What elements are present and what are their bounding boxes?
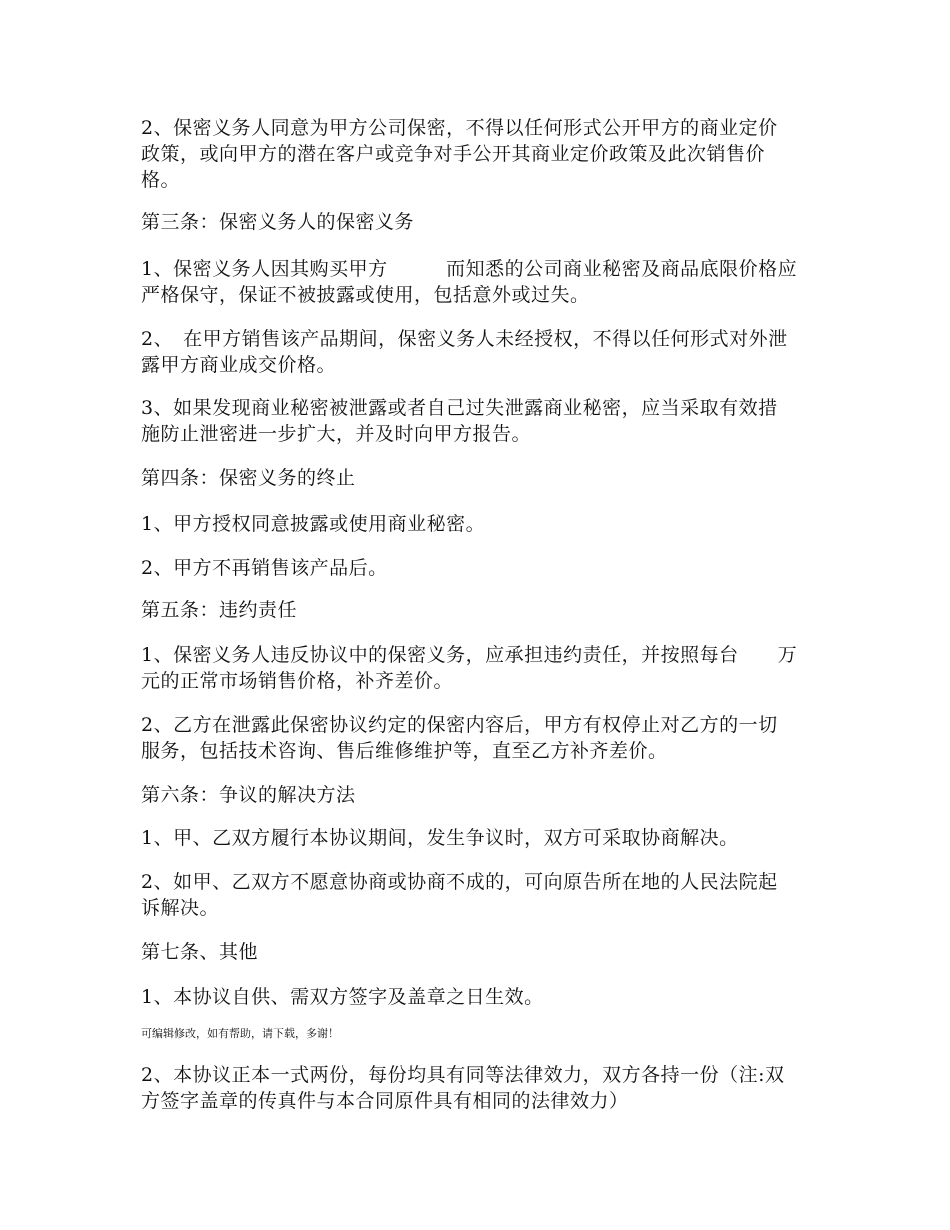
body-text-line: 严格保守，保证不被披露或使用，包括意外或过失。: [141, 284, 590, 306]
section-heading: 第四条：保密义务的终止: [141, 467, 356, 489]
body-text-line: 服务，包括技术咨询、售后维修维护等，直至乙方补齐差价。: [141, 740, 668, 762]
body-text-line: 格。: [141, 169, 181, 191]
body-text-line: 2、 在甲方销售该产品期间，保密义务人未经授权，不得以任何形式对外泄: [141, 328, 788, 350]
body-text-line: 施防止泄密进一步扩大，并及时向甲方报告。: [141, 423, 532, 445]
body-text-line: 方签字盖章的传真件与本合同原件具有相同的法律效力）: [141, 1090, 629, 1112]
body-text-line: 1、甲方授权同意披露或使用商业秘密。: [141, 513, 486, 535]
body-text-line: 2、本协议正本一式两份，每份均具有同等法律效力，双方各持一份（注:双: [141, 1064, 785, 1086]
body-text-line: 2、乙方在泄露此保密协议约定的保密内容后，甲方有权停止对乙方的一切: [141, 714, 778, 736]
footer-note: 可编辑修改，如有帮助，请下载，多谢！: [141, 1027, 339, 1040]
body-text-line: 1、保密义务人违反协议中的保密义务，应承担违约责任，并按照每台 万: [141, 644, 798, 666]
section-heading: 第三条：保密义务人的保密义务: [141, 211, 415, 233]
body-text-line: 3、如果发现商业秘密被泄露或者自己过失泄露商业秘密，应当采取有效措: [141, 397, 778, 419]
body-text-line: 政策，或向甲方的潜在客户或竞争对手公开其商业定价政策及此次销售价: [141, 143, 766, 165]
body-text-line: 诉解决。: [141, 897, 220, 919]
body-text-line: 2、如甲、乙双方不愿意协商或协商不成的，可向原告所在地的人民法院起: [141, 871, 778, 893]
body-text-line: 2、甲方不再销售该产品后。: [141, 557, 388, 579]
section-heading: 第七条、其他: [141, 941, 259, 963]
body-text-line: 元的正常市场销售价格，补齐差价。: [141, 670, 454, 692]
section-heading: 第五条：违约责任: [141, 599, 298, 621]
body-text-line: 1、本协议自供、需双方签字及盖章之日生效。: [141, 986, 544, 1008]
body-text-line: 2、保密义务人同意为甲方公司保密，不得以任何形式公开甲方的商业定价: [141, 117, 778, 139]
body-text-line: 露甲方商业成交价格。: [141, 354, 337, 376]
section-heading: 第六条：争议的解决方法: [141, 784, 356, 806]
body-text-line: 1、保密义务人因其购买甲方 而知悉的公司商业秘密及商品底限价格应: [141, 258, 798, 280]
body-text-line: 1、甲、乙双方履行本协议期间，发生争议时，双方可采取协商解决。: [141, 827, 739, 849]
